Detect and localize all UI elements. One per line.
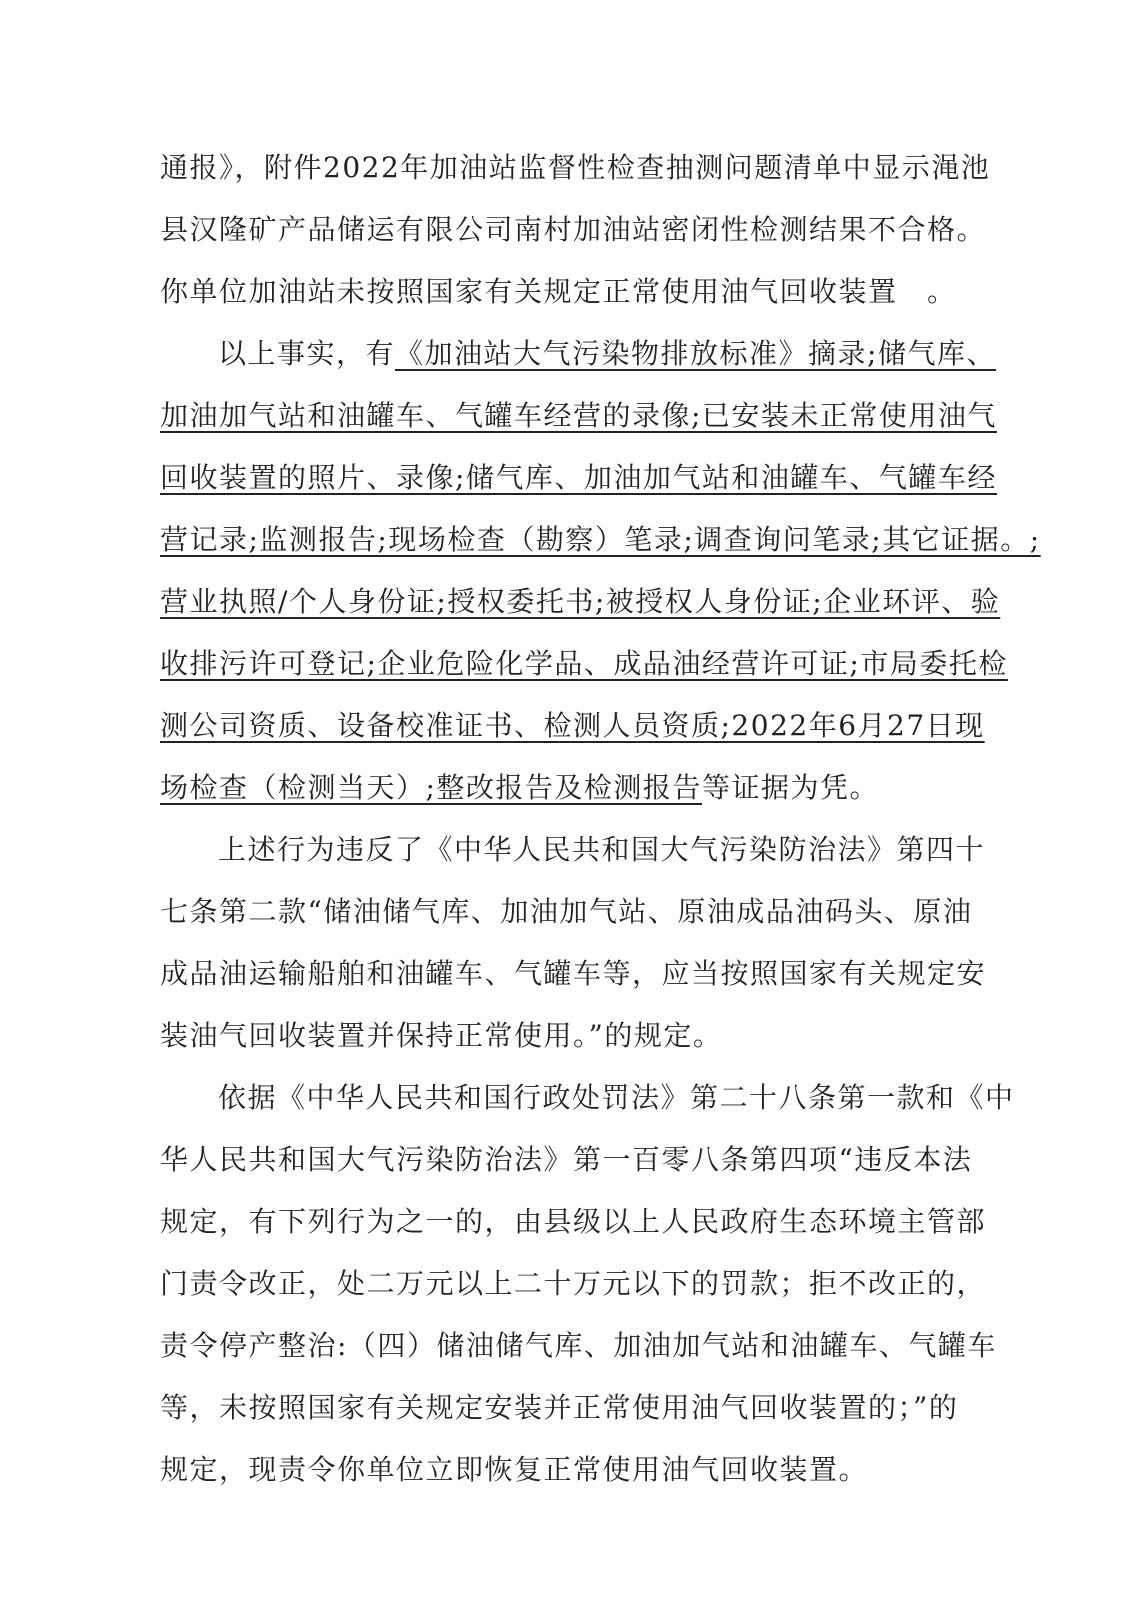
evidence-text: 《加油站大气污染物排放标准》摘录;储气库、 bbox=[395, 337, 996, 370]
evidence-line-8 bbox=[160, 768, 879, 808]
paragraph-4-line-1: 依据《中华人民共和国行政处罚法》第二十八条第一款和《中 bbox=[218, 1081, 1015, 1114]
evidence-line-7: 测公司资质、设备校准证书、检测人员资质;2022年6月27日现 bbox=[160, 709, 985, 742]
paragraph-2-line-1 bbox=[218, 334, 996, 374]
paragraph-3-line-1: 上述行为违反了《中华人民共和国大气污染防治法》第四十 bbox=[218, 833, 986, 866]
paragraph-4-line-5: 责令停产整治:（四）储油储气库、加油加气站和油罐车、气罐车 bbox=[160, 1329, 997, 1362]
evidence-line-5: 营业执照/个人身份证;授权委托书;被授权人身份证;企业环评、验 bbox=[160, 585, 1001, 618]
paragraph-3-line-2: 七条第二款“储油储气库、加油加气站、原油成品油码头、原油 bbox=[160, 895, 973, 928]
paragraph-4-line-2: 华人民共和国大气污染防治法》第一百零八条第四项“违反本法 bbox=[160, 1143, 973, 1176]
evidence-line-3: 回收装置的照片、录像;储气库、加油加气站和油罐车、气罐车经 bbox=[160, 461, 997, 494]
paragraph-3-line-3: 成品油运输船舶和油罐车、气罐车等，应当按照国家有关规定安 bbox=[160, 957, 987, 990]
evidence-line-2: 加油加气站和油罐车、气罐车经营的录像;已安装未正常使用油气 bbox=[160, 399, 997, 432]
evidence-line-6: 收排污许可登记;企业危险化学品、成品油经营许可证;市局委托检 bbox=[160, 647, 1008, 680]
paragraph-1-line-2: 县汉隆矿产品储运有限公司南村加油站密闭性检测结果不合格。 bbox=[160, 213, 987, 246]
evidence-last-text: 场检查（检测当天）;整改报告及检测报告 bbox=[160, 771, 702, 804]
evidence-line-4: 营记录;监测报告;现场检查（勘察）笔录;调查询问笔录;其它证据。; bbox=[160, 523, 1041, 556]
paragraph-4-line-4: 门责令改正，处二万元以上二十万元以下的罚款；拒不改正的， bbox=[160, 1267, 987, 1300]
evidence-intro: 以上事实，有 bbox=[218, 337, 396, 370]
paragraph-4-line-3: 规定，有下列行为之一的，由县级以上人民政府生态环境主管部 bbox=[160, 1205, 987, 1238]
paragraph-4-line-6: 等，未按照国家有关规定安装并正常使用油气回收装置的；”的 bbox=[160, 1391, 959, 1424]
paragraph-3-line-4: 装油气回收装置并保持正常使用。”的规定。 bbox=[160, 1019, 723, 1052]
paragraph-4-line-7: 规定，现责令你单位立即恢复正常使用油气回收装置。 bbox=[160, 1453, 869, 1486]
paragraph-1-line-1: 通报》，附件2022年加油站监督性检查抽测问题清单中显示渑池 bbox=[160, 151, 991, 184]
evidence-conclusion: 等证据为凭。 bbox=[701, 771, 879, 804]
paragraph-1-line-3: 你单位加油站未按照国家有关规定正常使用油气回收装置 。 bbox=[160, 275, 957, 308]
